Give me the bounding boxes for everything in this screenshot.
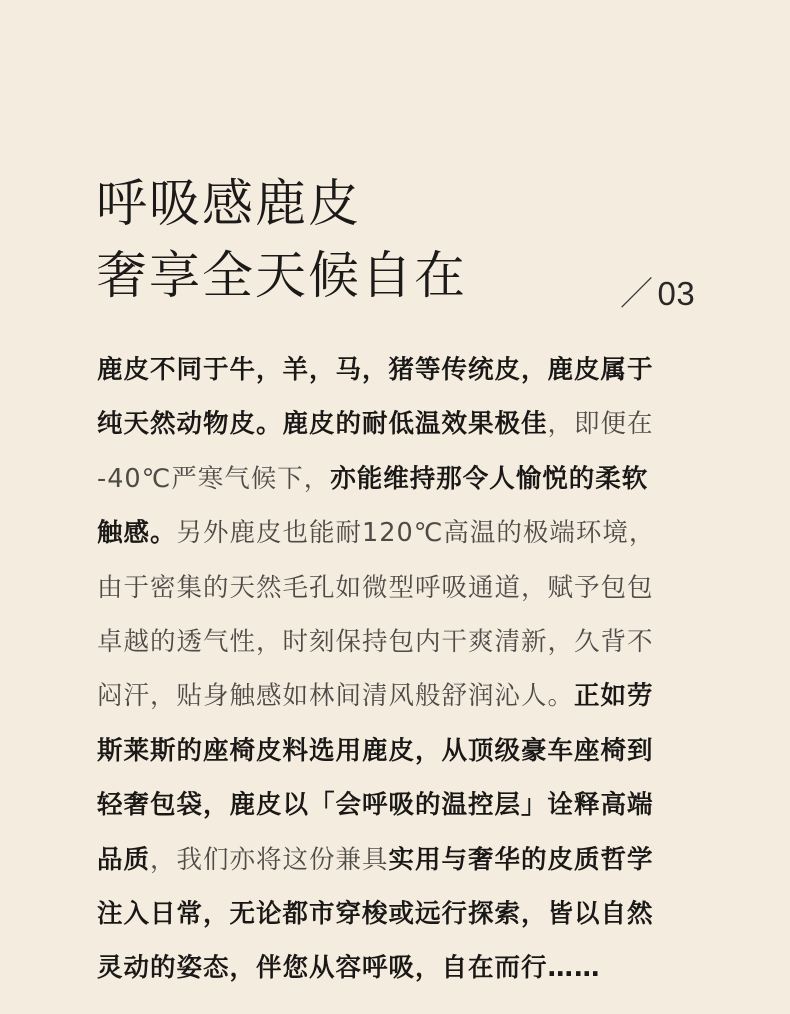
page-number-slash: ／ xyxy=(620,275,654,312)
body-segment: 斯莱斯的座椅皮料选用鹿皮，从顶级豪车座椅到 xyxy=(97,735,654,766)
body-segment: 品质 xyxy=(97,844,151,875)
body-line xyxy=(97,506,707,560)
body-segment: 纯天然动物皮。鹿皮的耐低温效果极佳 xyxy=(97,409,548,440)
body-line xyxy=(97,561,707,615)
body-line xyxy=(97,452,707,506)
body-segment: 注入日常，无论都市穿梭或远行探索，皆以自然 xyxy=(97,899,654,930)
body-line xyxy=(97,778,707,832)
body-paragraph xyxy=(97,343,707,996)
title-line-1: 呼吸感鹿皮 xyxy=(96,175,362,234)
body-segment: 鹿皮不同于牛，羊，马，猪等传统皮，鹿皮属于 xyxy=(97,355,654,385)
body-line xyxy=(97,941,707,995)
body-segment: 正如劳 xyxy=(574,681,654,712)
body-line xyxy=(97,833,707,887)
page-number xyxy=(620,268,695,315)
body-segment: 实用与奢华的皮质哲学 xyxy=(388,844,654,875)
body-line xyxy=(97,724,707,778)
body-segment: ，即便在 xyxy=(547,409,654,440)
body-segment: 触感。 xyxy=(97,518,177,549)
title-block xyxy=(96,170,467,312)
body-segment: -40℃严寒气候下， xyxy=(97,463,331,494)
body-segment: 轻奢包袋，鹿皮以「会呼吸的温控层」诠释高端 xyxy=(97,790,654,821)
body-line xyxy=(97,887,707,941)
body-line xyxy=(97,343,707,397)
page-number-value: 03 xyxy=(657,275,696,312)
body-line xyxy=(97,669,707,723)
body-segment: 闷汗，贴身触感如林间清风般舒润沁人。 xyxy=(97,681,575,712)
body-line xyxy=(97,615,707,669)
body-segment: 亦能维持那令人愉悦的柔软 xyxy=(330,463,649,494)
body-segment: 卓越的透气性，时刻保持包内干爽清新，久背不 xyxy=(97,627,654,658)
body-segment: ，我们亦将这份兼具 xyxy=(150,844,389,875)
title-line-2: 奢享全天候自在 xyxy=(96,247,468,306)
body-segment: 灵动的姿态，伴您从容呼吸，自在而行…… xyxy=(97,953,601,984)
body-segment: 由于密集的天然毛孔如微型呼吸通道，赋予包包 xyxy=(97,572,654,603)
body-segment: 另外鹿皮也能耐120℃高温的极端环境， xyxy=(176,518,656,549)
body-line xyxy=(97,397,707,451)
